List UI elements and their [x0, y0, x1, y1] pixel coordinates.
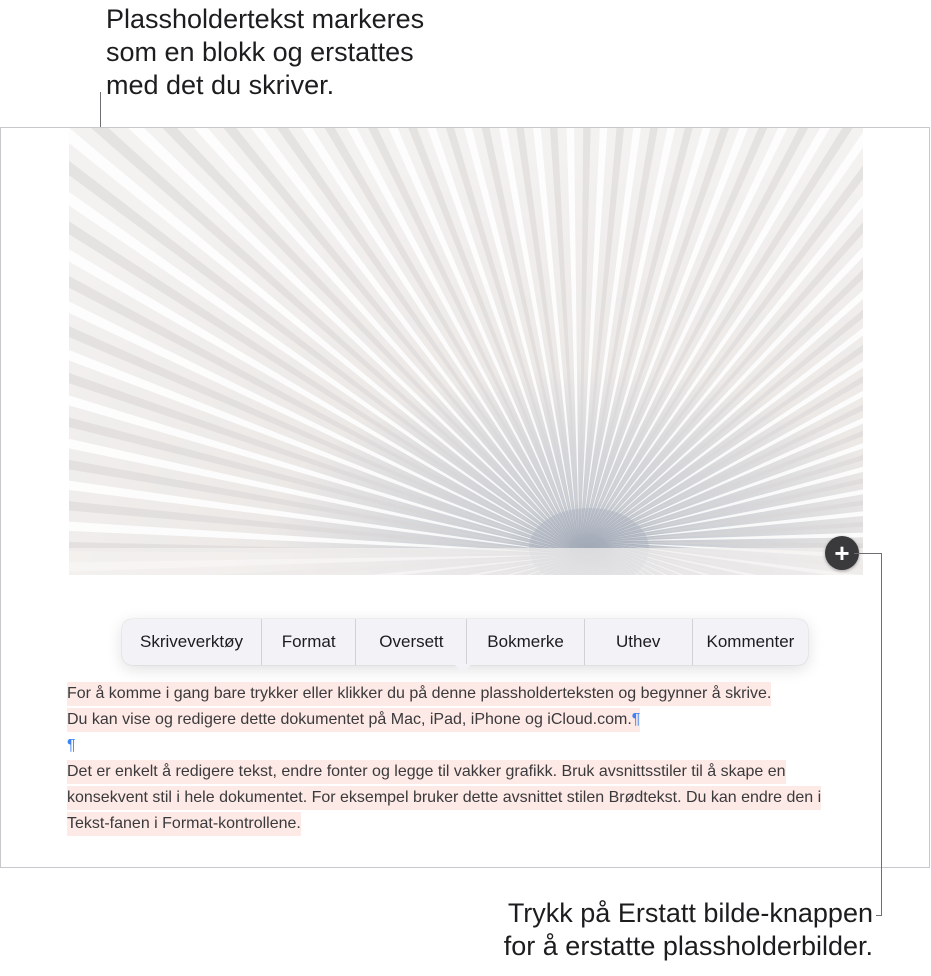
menu-item-format[interactable]: Format [262, 619, 356, 665]
context-menu-pointer [454, 664, 472, 673]
callout-placeholder-text: Plassholdertekst markeres som en blokk og erstattes med det du skriver. [106, 4, 425, 100]
document-body-text[interactable] [67, 681, 857, 837]
plus-icon: + [834, 538, 850, 568]
placeholder-text-paragraph-2[interactable]: Det er enkelt å redigere tekst, endre fonter og legge til vakker grafikk. Bruk avsnittsstiler til å skape en konsekvent stil i hele dokumentet. For eksempel bruker dette avsnittet stilen Brødtekst. Du kan endre den i Tekst-fanen i Format-kontrollene. [67, 760, 821, 836]
floor-fade [69, 548, 863, 575]
callout-leader-line-right-vertical [881, 553, 882, 916]
placeholder-paragraph-1[interactable] [67, 681, 857, 733]
callout-leader-line-right [854, 553, 882, 554]
placeholder-image[interactable] [69, 128, 863, 575]
menu-item-writing-tools[interactable]: Skriveverktøy [122, 619, 262, 665]
menu-item-highlight[interactable]: Uthev [585, 619, 693, 665]
placeholder-paragraph-2[interactable] [67, 759, 857, 837]
menu-item-comment[interactable]: Kommenter [706, 632, 795, 651]
menu-item-bookmark[interactable]: Bokmerke [467, 619, 584, 665]
callout-replace-image: Trykk på Erstatt bilde-knappen for å erstatte plassholderbilder. [503, 898, 873, 961]
paragraph-mark-empty: ¶ [67, 737, 76, 754]
menu-item-translate[interactable]: Oversett [356, 619, 467, 665]
placeholder-text-line-1[interactable]: For å komme i gang bare trykker eller klikker du på denne plassholderteksten og begynner å skrive. [67, 682, 771, 706]
architectural-spiral-image [69, 128, 863, 575]
paragraph-mark: ¶ [631, 711, 641, 728]
context-menu [122, 619, 808, 665]
placeholder-text-line-2[interactable]: Du kan vise og redigere dette dokumentet på Mac, iPad, iPhone og iCloud.com. [67, 711, 632, 728]
callout-leader-line-bottom [876, 915, 882, 916]
empty-paragraph[interactable] [67, 733, 857, 759]
